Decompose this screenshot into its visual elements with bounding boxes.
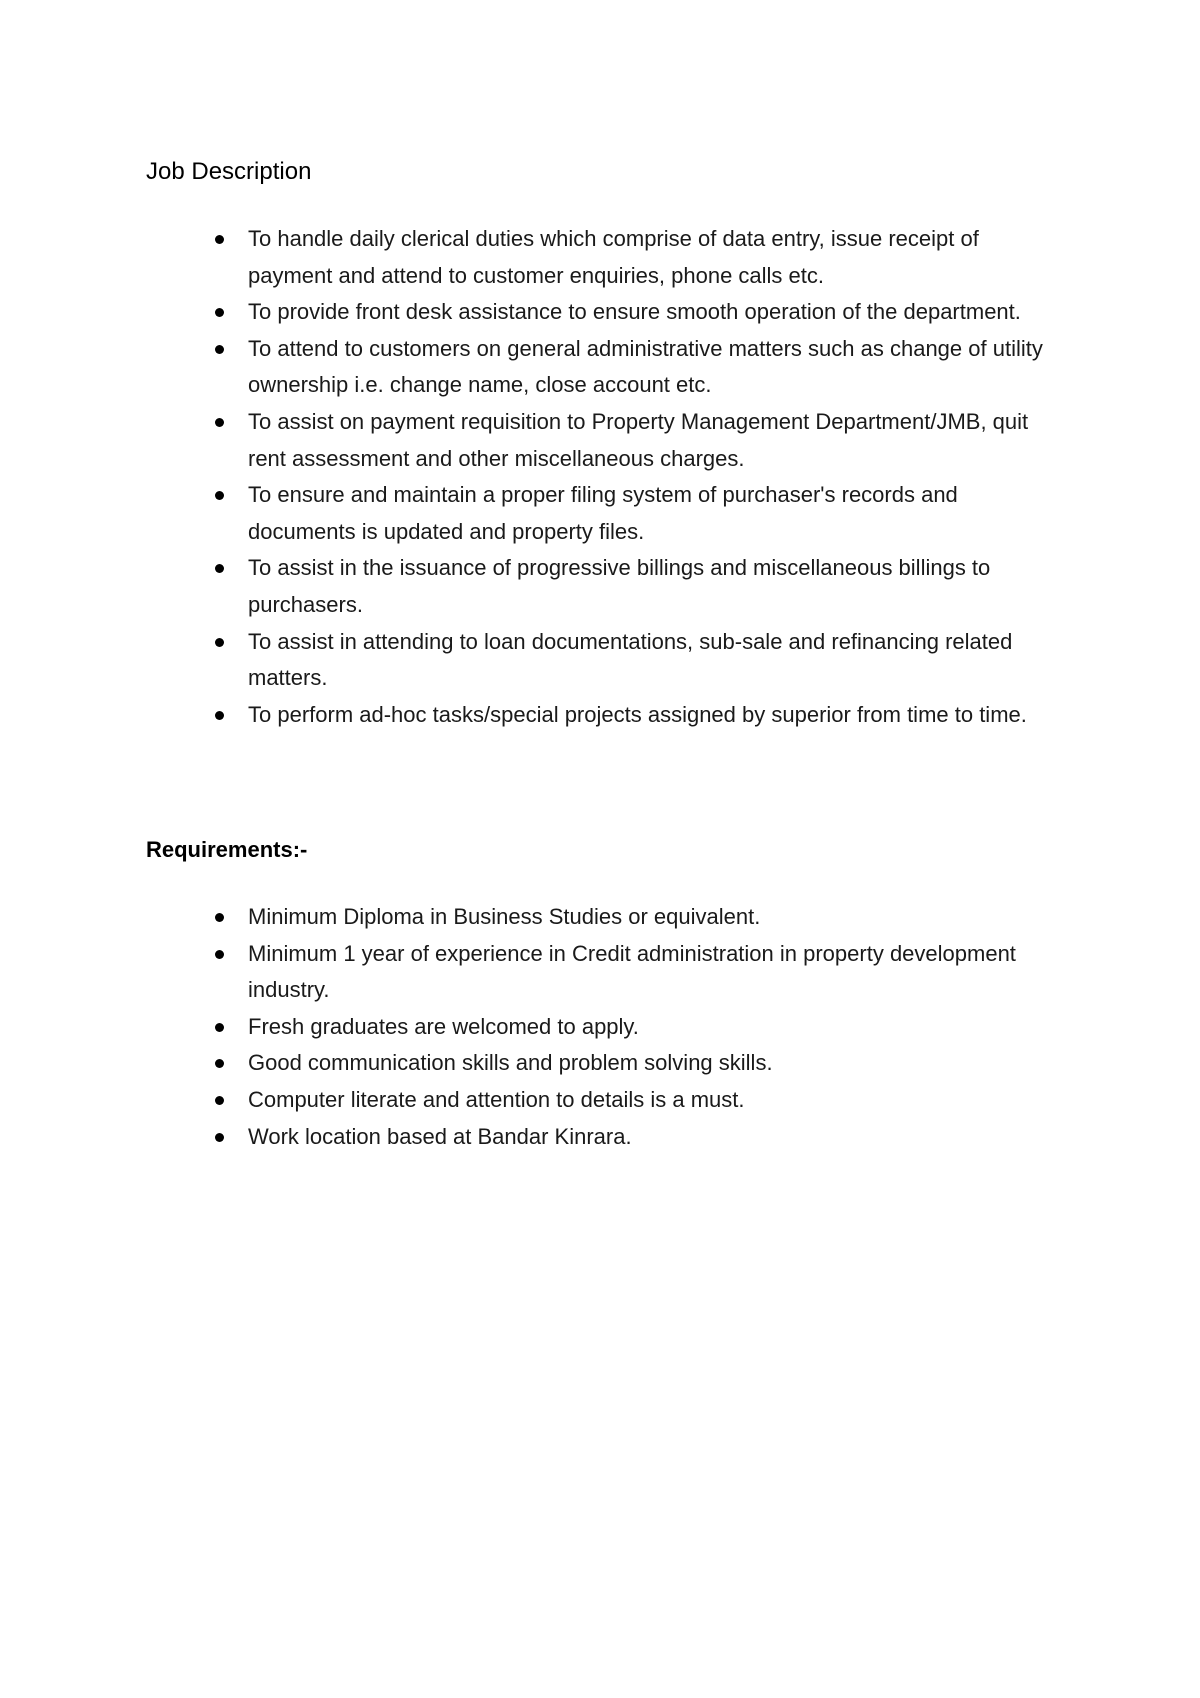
list-item [0, 477, 1060, 550]
list-item-text: Computer literate and attention to details is a must. [248, 1086, 745, 1112]
bullet-icon [215, 418, 224, 427]
list-item [0, 624, 1060, 697]
requirements-list [0, 899, 1200, 1155]
list-item [0, 221, 1060, 294]
list-item [0, 1119, 1060, 1156]
list-item-text: Minimum 1 year of experience in Credit administration in property development industry. [248, 940, 1016, 1003]
list-item [0, 1082, 1060, 1119]
job-description-list [0, 221, 1200, 733]
list-item-text: To handle daily clerical duties which comprise of data entry, issue receipt of payment and attend to customer enquiries, phone calls etc. [248, 226, 979, 288]
list-item-text: Work location based at Bandar Kinrara. [248, 1123, 632, 1149]
job-description-heading: Job Description [146, 158, 312, 185]
bullet-icon [215, 1023, 224, 1032]
list-item-text: To provide front desk assistance to ensure smooth operation of the department. [248, 299, 1021, 325]
list-item [0, 1009, 1060, 1046]
list-item [0, 899, 1060, 936]
list-item [0, 404, 1060, 477]
bullet-icon [215, 564, 224, 573]
bullet-icon [215, 345, 224, 354]
requirements-heading: Requirements:- [146, 837, 308, 862]
bullet-icon [215, 1133, 224, 1142]
bullet-icon [215, 308, 224, 317]
bullet-icon [215, 913, 224, 922]
list-item [0, 331, 1060, 404]
list-item [0, 1045, 1060, 1082]
list-item-text: To attend to customers on general administrative matters such as change of utility ownership i.e. change name, close account etc. [248, 335, 1043, 398]
list-item [0, 550, 1060, 623]
list-item-text: To assist in the issuance of progressive billings and miscellaneous billings to purchasers. [248, 555, 991, 617]
list-item-text: Good communication skills and problem solving skills. [248, 1050, 773, 1076]
bullet-icon [215, 711, 224, 720]
bullet-icon [215, 1059, 224, 1068]
list-item-text: Fresh graduates are welcomed to apply. [248, 1013, 639, 1039]
list-item [0, 936, 1060, 1009]
bullet-icon [215, 235, 224, 244]
list-item [0, 697, 1060, 734]
list-item [0, 294, 1060, 331]
bullet-icon [215, 950, 224, 959]
list-item-text: Minimum Diploma in Business Studies or equivalent. [248, 904, 761, 929]
list-item-text: To perform ad-hoc tasks/special projects assigned by superior from time to time. [248, 701, 1027, 727]
list-item-text: To assist on payment requisition to Property Management Department/JMB, quit rent assessment and other miscellaneous charges. [248, 408, 1029, 471]
list-item-text: To assist in attending to loan documentations, sub-sale and refinancing related matters. [248, 628, 1013, 691]
bullet-icon [215, 491, 224, 500]
bullet-icon [215, 1096, 224, 1105]
bullet-icon [215, 638, 224, 647]
list-item-text: To ensure and maintain a proper filing system of purchaser's records and documents is updated and property files. [248, 482, 958, 544]
